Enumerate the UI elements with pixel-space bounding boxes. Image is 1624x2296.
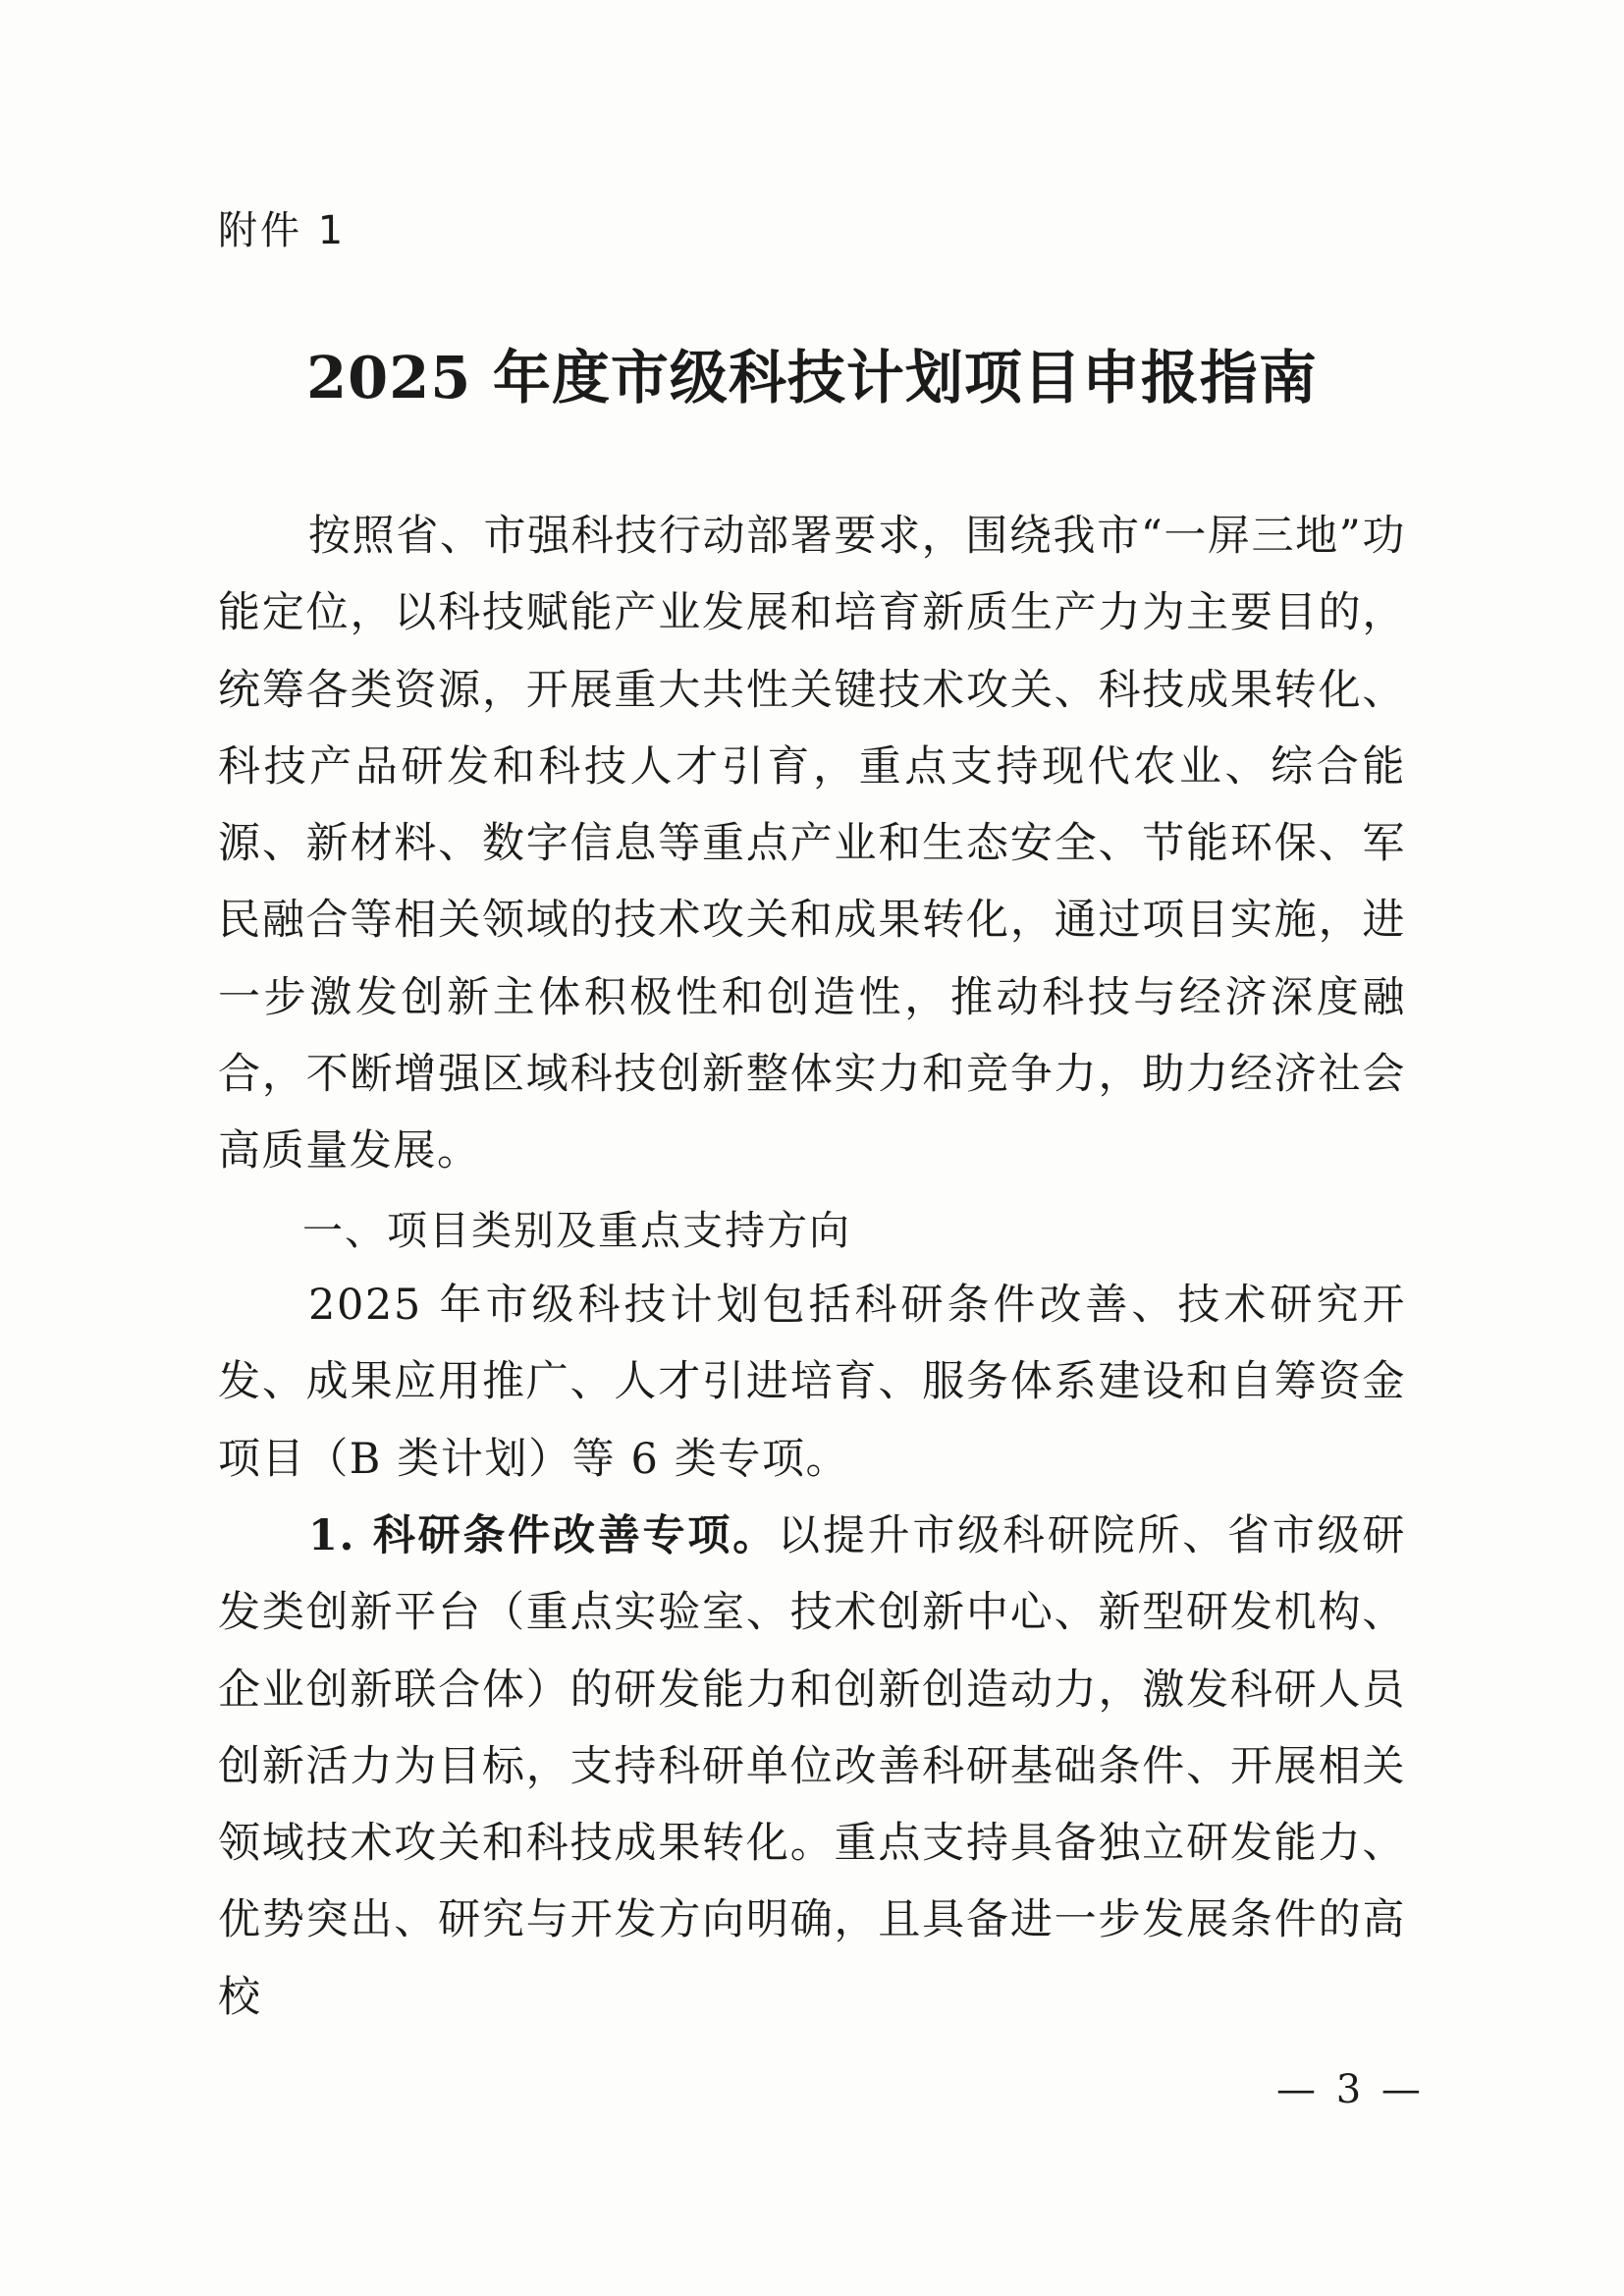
attachment-label: 附件 1	[218, 208, 347, 253]
page-number: — 3 —	[1276, 2067, 1425, 2112]
item-1-text: 以提升市级科研院所、省市级研发类创新平台（重点实验室、技术创新中心、新型研发机构、企业创新联合体）的研发能力和创新创造动力，激发科研人员创新活力为目标，支持科研单位改善科研基础条件、开展相关领域技术攻关和科技成果转化。重点支持具备独立研发能力、优势突出、研究与开发方向明确，且具备进一步发展条件的高校	[218, 1511, 1406, 2022]
document-title: 2025 年度市级科技计划项目申报指南	[306, 344, 1318, 411]
intro-paragraph: 按照省、市强科技行动部署要求，围绕我市“一屏三地”功能定位，以科技赋能产业发展和培育新质生产力为主要目的，统筹各类资源，开展重大共性关键技术攻关、科技成果转化、科技产品研发和科技人才引育，重点支持现代农业、综合能源、新材料、数字信息等重点产业和生态安全、节能环保、军民融合等相关领域的技术攻关和成果转化，通过项目实施，进一步激发创新主体积极性和创造性，推动科技与经济深度融合，不断增强区域科技创新整体实力和竞争力，助力经济社会高质量发展。	[218, 512, 1406, 1176]
item-1-paragraph	[218, 1498, 1406, 2036]
item-1-lead: 1. 科研条件改善专项。	[308, 1511, 779, 1560]
section-overview-paragraph: 2025 年市级科技计划包括科研条件改善、技术研究开发、成果应用推广、人才引进培育、服务体系建设和自筹资金项目（B 类计划）等 6 类专项。	[218, 1281, 1406, 1484]
section-heading: 一、项目类别及重点支持方向	[302, 1207, 851, 1254]
